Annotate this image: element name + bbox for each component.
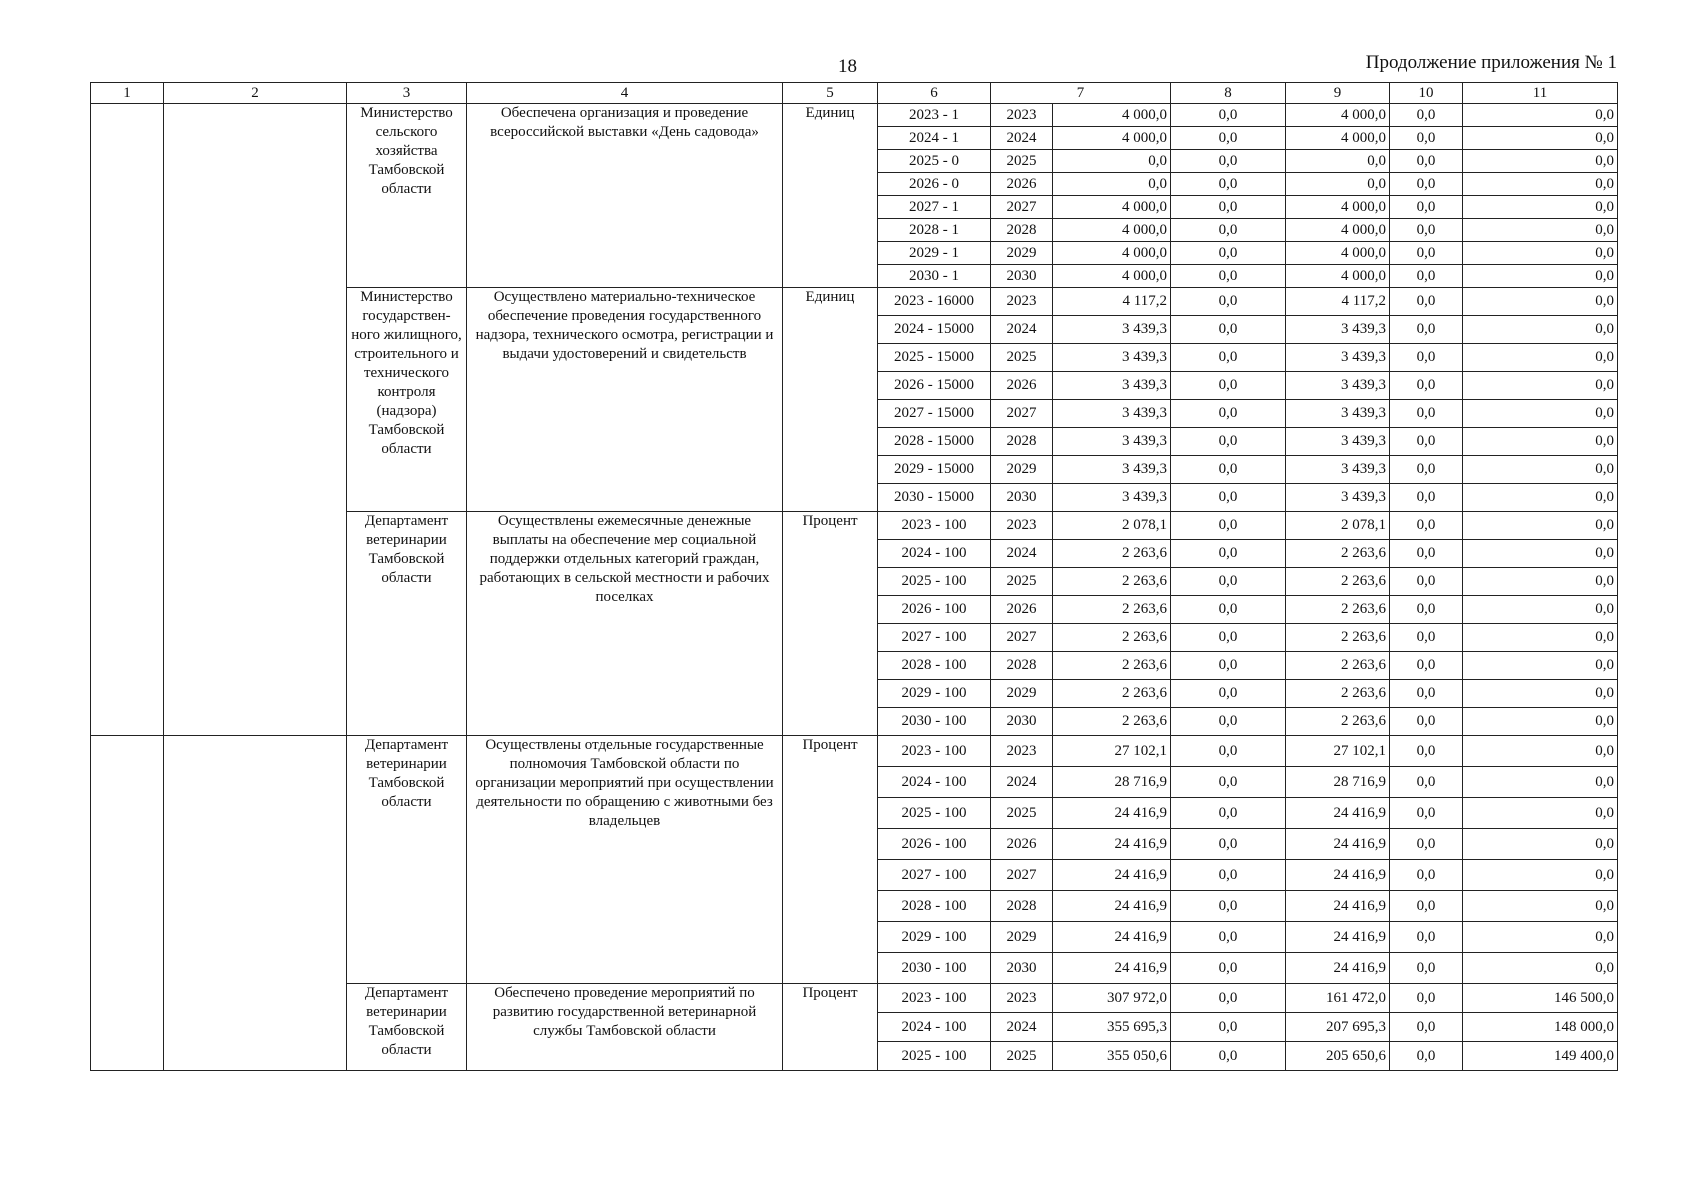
other-amount: 0,0 xyxy=(1463,596,1618,624)
year: 2023 xyxy=(991,104,1053,127)
year: 2025 xyxy=(991,150,1053,173)
total-amount: 355 050,6 xyxy=(1053,1042,1171,1071)
local-amount: 0,0 xyxy=(1390,624,1463,652)
local-amount: 0,0 xyxy=(1390,953,1463,984)
indicator-value: 2029 - 15000 xyxy=(878,456,991,484)
other-amount: 0,0 xyxy=(1463,512,1618,540)
indicator-value: 2028 - 1 xyxy=(878,219,991,242)
responsible-org: Департамент ветеринарии Тамбовской области xyxy=(347,512,467,736)
other-amount: 0,0 xyxy=(1463,372,1618,400)
federal-amount: 0,0 xyxy=(1171,984,1286,1013)
responsible-org: Департамент ветеринарии Тамбовской области xyxy=(347,736,467,984)
total-amount: 24 416,9 xyxy=(1053,798,1171,829)
unit-of-measure: Единиц xyxy=(783,288,878,512)
local-amount: 0,0 xyxy=(1390,265,1463,288)
federal-amount: 0,0 xyxy=(1171,652,1286,680)
other-amount: 0,0 xyxy=(1463,265,1618,288)
other-amount: 0,0 xyxy=(1463,652,1618,680)
local-amount: 0,0 xyxy=(1390,219,1463,242)
local-amount: 0,0 xyxy=(1390,484,1463,512)
continuation-caption: Продолжение приложения № 1 xyxy=(1365,52,1617,73)
regional-amount: 2 263,6 xyxy=(1286,540,1390,568)
regional-amount: 0,0 xyxy=(1286,173,1390,196)
total-amount: 24 416,9 xyxy=(1053,953,1171,984)
other-amount: 146 500,0 xyxy=(1463,984,1618,1013)
federal-amount: 0,0 xyxy=(1171,596,1286,624)
total-amount: 2 263,6 xyxy=(1053,708,1171,736)
indicator-value: 2024 - 100 xyxy=(878,1013,991,1042)
regional-amount: 3 439,3 xyxy=(1286,316,1390,344)
year: 2023 xyxy=(991,736,1053,767)
total-amount: 3 439,3 xyxy=(1053,372,1171,400)
indicator-value: 2025 - 100 xyxy=(878,1042,991,1071)
other-amount: 0,0 xyxy=(1463,196,1618,219)
year: 2025 xyxy=(991,568,1053,596)
total-amount: 28 716,9 xyxy=(1053,767,1171,798)
total-amount: 24 416,9 xyxy=(1053,829,1171,860)
local-amount: 0,0 xyxy=(1390,680,1463,708)
indicator-value: 2025 - 0 xyxy=(878,150,991,173)
other-amount: 0,0 xyxy=(1463,891,1618,922)
other-amount: 0,0 xyxy=(1463,922,1618,953)
regional-amount: 24 416,9 xyxy=(1286,798,1390,829)
local-amount: 0,0 xyxy=(1390,104,1463,127)
regional-amount: 27 102,1 xyxy=(1286,736,1390,767)
other-amount: 0,0 xyxy=(1463,127,1618,150)
local-amount: 0,0 xyxy=(1390,196,1463,219)
total-amount: 3 439,3 xyxy=(1053,428,1171,456)
indicator-value: 2026 - 100 xyxy=(878,829,991,860)
local-amount: 0,0 xyxy=(1390,798,1463,829)
local-amount: 0,0 xyxy=(1390,173,1463,196)
regional-amount: 0,0 xyxy=(1286,150,1390,173)
total-amount: 3 439,3 xyxy=(1053,344,1171,372)
other-amount: 149 400,0 xyxy=(1463,1042,1618,1071)
federal-amount: 0,0 xyxy=(1171,265,1286,288)
col-header-4: 4 xyxy=(467,83,783,104)
indicator-value: 2023 - 16000 xyxy=(878,288,991,316)
federal-amount: 0,0 xyxy=(1171,127,1286,150)
col-header-1: 1 xyxy=(91,83,164,104)
federal-amount: 0,0 xyxy=(1171,512,1286,540)
total-amount: 3 439,3 xyxy=(1053,484,1171,512)
indicator-value: 2029 - 1 xyxy=(878,242,991,265)
federal-amount: 0,0 xyxy=(1171,150,1286,173)
other-amount: 0,0 xyxy=(1463,540,1618,568)
total-amount: 4 000,0 xyxy=(1053,242,1171,265)
total-amount: 27 102,1 xyxy=(1053,736,1171,767)
total-amount: 307 972,0 xyxy=(1053,984,1171,1013)
year: 2025 xyxy=(991,344,1053,372)
regional-amount: 2 263,6 xyxy=(1286,652,1390,680)
cell-col1-empty xyxy=(91,736,164,1071)
other-amount: 0,0 xyxy=(1463,829,1618,860)
local-amount: 0,0 xyxy=(1390,344,1463,372)
total-amount: 3 439,3 xyxy=(1053,400,1171,428)
unit-of-measure: Единиц xyxy=(783,104,878,288)
indicator-value: 2027 - 100 xyxy=(878,624,991,652)
year: 2026 xyxy=(991,829,1053,860)
local-amount: 0,0 xyxy=(1390,708,1463,736)
federal-amount: 0,0 xyxy=(1171,316,1286,344)
year: 2026 xyxy=(991,372,1053,400)
local-amount: 0,0 xyxy=(1390,568,1463,596)
year: 2027 xyxy=(991,196,1053,219)
year: 2030 xyxy=(991,484,1053,512)
regional-amount: 2 078,1 xyxy=(1286,512,1390,540)
local-amount: 0,0 xyxy=(1390,428,1463,456)
col-header-11: 11 xyxy=(1463,83,1618,104)
year: 2023 xyxy=(991,984,1053,1013)
year: 2028 xyxy=(991,652,1053,680)
local-amount: 0,0 xyxy=(1390,400,1463,428)
regional-amount: 24 416,9 xyxy=(1286,922,1390,953)
table-body xyxy=(91,104,1618,1071)
indicator-value: 2025 - 100 xyxy=(878,568,991,596)
federal-amount: 0,0 xyxy=(1171,288,1286,316)
total-amount: 4 000,0 xyxy=(1053,219,1171,242)
total-amount: 3 439,3 xyxy=(1053,456,1171,484)
year: 2026 xyxy=(991,173,1053,196)
regional-amount: 4 000,0 xyxy=(1286,196,1390,219)
federal-amount: 0,0 xyxy=(1171,104,1286,127)
regional-amount: 4 000,0 xyxy=(1286,127,1390,150)
local-amount: 0,0 xyxy=(1390,891,1463,922)
total-amount: 2 078,1 xyxy=(1053,512,1171,540)
regional-amount: 24 416,9 xyxy=(1286,860,1390,891)
result-description: Осуществлено материально-техническое обеспечение проведения государственного надзора, технического осмотра, регистрации и выдачи удостоверений и свидетельств xyxy=(467,288,783,512)
indicator-value: 2030 - 1 xyxy=(878,265,991,288)
regional-amount: 2 263,6 xyxy=(1286,568,1390,596)
indicator-value: 2023 - 100 xyxy=(878,736,991,767)
responsible-org: Министерство сельского хозяйства Тамбовской области xyxy=(347,104,467,288)
year: 2027 xyxy=(991,860,1053,891)
local-amount: 0,0 xyxy=(1390,767,1463,798)
federal-amount: 0,0 xyxy=(1171,219,1286,242)
cell-col2-empty xyxy=(164,736,347,1071)
total-amount: 2 263,6 xyxy=(1053,568,1171,596)
other-amount: 0,0 xyxy=(1463,219,1618,242)
col-header-3: 3 xyxy=(347,83,467,104)
federal-amount: 0,0 xyxy=(1171,736,1286,767)
federal-amount: 0,0 xyxy=(1171,953,1286,984)
other-amount: 0,0 xyxy=(1463,104,1618,127)
table-row xyxy=(91,736,1618,767)
col-header-2: 2 xyxy=(164,83,347,104)
regional-amount: 24 416,9 xyxy=(1286,829,1390,860)
year: 2029 xyxy=(991,242,1053,265)
federal-amount: 0,0 xyxy=(1171,708,1286,736)
local-amount: 0,0 xyxy=(1390,316,1463,344)
local-amount: 0,0 xyxy=(1390,372,1463,400)
regional-amount: 3 439,3 xyxy=(1286,428,1390,456)
unit-of-measure: Процент xyxy=(783,736,878,984)
federal-amount: 0,0 xyxy=(1171,456,1286,484)
unit-of-measure: Процент xyxy=(783,984,878,1071)
total-amount: 0,0 xyxy=(1053,173,1171,196)
total-amount: 4 000,0 xyxy=(1053,196,1171,219)
federal-amount: 0,0 xyxy=(1171,891,1286,922)
total-amount: 24 416,9 xyxy=(1053,860,1171,891)
total-amount: 24 416,9 xyxy=(1053,922,1171,953)
federal-amount: 0,0 xyxy=(1171,624,1286,652)
col-header-9: 9 xyxy=(1286,83,1390,104)
indicator-value: 2030 - 100 xyxy=(878,953,991,984)
year: 2026 xyxy=(991,596,1053,624)
unit-of-measure: Процент xyxy=(783,512,878,736)
other-amount: 0,0 xyxy=(1463,767,1618,798)
budget-table xyxy=(90,82,1618,1071)
regional-amount: 2 263,6 xyxy=(1286,596,1390,624)
cell-col1-empty xyxy=(91,104,164,736)
indicator-value: 2028 - 100 xyxy=(878,652,991,680)
federal-amount: 0,0 xyxy=(1171,484,1286,512)
regional-amount: 161 472,0 xyxy=(1286,984,1390,1013)
other-amount: 0,0 xyxy=(1463,428,1618,456)
local-amount: 0,0 xyxy=(1390,984,1463,1013)
year: 2024 xyxy=(991,127,1053,150)
regional-amount: 2 263,6 xyxy=(1286,624,1390,652)
regional-amount: 4 000,0 xyxy=(1286,242,1390,265)
total-amount: 0,0 xyxy=(1053,150,1171,173)
year: 2029 xyxy=(991,922,1053,953)
year: 2027 xyxy=(991,400,1053,428)
indicator-value: 2023 - 100 xyxy=(878,512,991,540)
regional-amount: 4 000,0 xyxy=(1286,265,1390,288)
federal-amount: 0,0 xyxy=(1171,829,1286,860)
other-amount: 0,0 xyxy=(1463,736,1618,767)
indicator-value: 2030 - 100 xyxy=(878,708,991,736)
federal-amount: 0,0 xyxy=(1171,922,1286,953)
year: 2025 xyxy=(991,798,1053,829)
local-amount: 0,0 xyxy=(1390,242,1463,265)
local-amount: 0,0 xyxy=(1390,288,1463,316)
other-amount: 0,0 xyxy=(1463,953,1618,984)
result-description: Осуществлены отдельные государственные полномочия Тамбовской области по организации мероприятий при осуществлении деятельности по обращению с животными без владельцев xyxy=(467,736,783,984)
year: 2024 xyxy=(991,1013,1053,1042)
result-description: Осуществлены ежемесячные денежные выплаты на обеспечение мер социальной поддержки отдельных категорий граждан, работающих в сельской местности и рабочих поселках xyxy=(467,512,783,736)
indicator-value: 2027 - 1 xyxy=(878,196,991,219)
federal-amount: 0,0 xyxy=(1171,568,1286,596)
indicator-value: 2024 - 100 xyxy=(878,767,991,798)
column-number-row xyxy=(91,83,1618,104)
responsible-org: Департамент ветеринарии Тамбовской области xyxy=(347,984,467,1071)
year: 2024 xyxy=(991,316,1053,344)
local-amount: 0,0 xyxy=(1390,829,1463,860)
indicator-value: 2023 - 100 xyxy=(878,984,991,1013)
year: 2028 xyxy=(991,219,1053,242)
local-amount: 0,0 xyxy=(1390,736,1463,767)
year: 2030 xyxy=(991,265,1053,288)
local-amount: 0,0 xyxy=(1390,1013,1463,1042)
other-amount: 0,0 xyxy=(1463,344,1618,372)
regional-amount: 4 000,0 xyxy=(1286,104,1390,127)
year: 2025 xyxy=(991,1042,1053,1071)
total-amount: 2 263,6 xyxy=(1053,540,1171,568)
other-amount: 0,0 xyxy=(1463,173,1618,196)
regional-amount: 28 716,9 xyxy=(1286,767,1390,798)
regional-amount: 3 439,3 xyxy=(1286,484,1390,512)
total-amount: 2 263,6 xyxy=(1053,680,1171,708)
year: 2029 xyxy=(991,680,1053,708)
result-description: Обеспечена организация и проведение всероссийской выставки «День садовода» xyxy=(467,104,783,288)
table-row xyxy=(91,104,1618,127)
year: 2023 xyxy=(991,288,1053,316)
col-header-7: 7 xyxy=(991,83,1171,104)
federal-amount: 0,0 xyxy=(1171,767,1286,798)
regional-amount: 2 263,6 xyxy=(1286,708,1390,736)
indicator-value: 2024 - 1 xyxy=(878,127,991,150)
federal-amount: 0,0 xyxy=(1171,540,1286,568)
cell-col2-empty xyxy=(164,104,347,736)
federal-amount: 0,0 xyxy=(1171,173,1286,196)
federal-amount: 0,0 xyxy=(1171,1013,1286,1042)
regional-amount: 4 117,2 xyxy=(1286,288,1390,316)
other-amount: 0,0 xyxy=(1463,316,1618,344)
total-amount: 4 000,0 xyxy=(1053,127,1171,150)
other-amount: 148 000,0 xyxy=(1463,1013,1618,1042)
total-amount: 24 416,9 xyxy=(1053,891,1171,922)
year: 2023 xyxy=(991,512,1053,540)
indicator-value: 2025 - 15000 xyxy=(878,344,991,372)
year: 2024 xyxy=(991,767,1053,798)
local-amount: 0,0 xyxy=(1390,127,1463,150)
indicator-value: 2028 - 100 xyxy=(878,891,991,922)
federal-amount: 0,0 xyxy=(1171,798,1286,829)
regional-amount: 207 695,3 xyxy=(1286,1013,1390,1042)
year: 2028 xyxy=(991,891,1053,922)
other-amount: 0,0 xyxy=(1463,798,1618,829)
federal-amount: 0,0 xyxy=(1171,680,1286,708)
other-amount: 0,0 xyxy=(1463,860,1618,891)
regional-amount: 3 439,3 xyxy=(1286,400,1390,428)
other-amount: 0,0 xyxy=(1463,708,1618,736)
other-amount: 0,0 xyxy=(1463,484,1618,512)
federal-amount: 0,0 xyxy=(1171,344,1286,372)
federal-amount: 0,0 xyxy=(1171,860,1286,891)
other-amount: 0,0 xyxy=(1463,150,1618,173)
regional-amount: 4 000,0 xyxy=(1286,219,1390,242)
year: 2029 xyxy=(991,456,1053,484)
regional-amount: 205 650,6 xyxy=(1286,1042,1390,1071)
indicator-value: 2026 - 0 xyxy=(878,173,991,196)
regional-amount: 24 416,9 xyxy=(1286,891,1390,922)
page-number: 18 xyxy=(838,56,857,77)
indicator-value: 2026 - 15000 xyxy=(878,372,991,400)
indicator-value: 2029 - 100 xyxy=(878,922,991,953)
indicator-value: 2027 - 15000 xyxy=(878,400,991,428)
col-header-8: 8 xyxy=(1171,83,1286,104)
regional-amount: 3 439,3 xyxy=(1286,372,1390,400)
other-amount: 0,0 xyxy=(1463,288,1618,316)
local-amount: 0,0 xyxy=(1390,456,1463,484)
federal-amount: 0,0 xyxy=(1171,242,1286,265)
year: 2030 xyxy=(991,953,1053,984)
total-amount: 2 263,6 xyxy=(1053,652,1171,680)
result-description: Обеспечено проведение мероприятий по развитию государственной ветеринарной службы Тамбовской области xyxy=(467,984,783,1071)
col-header-6: 6 xyxy=(878,83,991,104)
indicator-value: 2029 - 100 xyxy=(878,680,991,708)
federal-amount: 0,0 xyxy=(1171,196,1286,219)
other-amount: 0,0 xyxy=(1463,456,1618,484)
local-amount: 0,0 xyxy=(1390,922,1463,953)
indicator-value: 2024 - 15000 xyxy=(878,316,991,344)
indicator-value: 2025 - 100 xyxy=(878,798,991,829)
col-header-5: 5 xyxy=(783,83,878,104)
local-amount: 0,0 xyxy=(1390,1042,1463,1071)
col-header-10: 10 xyxy=(1390,83,1463,104)
regional-amount: 3 439,3 xyxy=(1286,456,1390,484)
indicator-value: 2024 - 100 xyxy=(878,540,991,568)
indicator-value: 2028 - 15000 xyxy=(878,428,991,456)
other-amount: 0,0 xyxy=(1463,568,1618,596)
regional-amount: 2 263,6 xyxy=(1286,680,1390,708)
total-amount: 4 000,0 xyxy=(1053,104,1171,127)
total-amount: 4 117,2 xyxy=(1053,288,1171,316)
other-amount: 0,0 xyxy=(1463,680,1618,708)
federal-amount: 0,0 xyxy=(1171,428,1286,456)
total-amount: 2 263,6 xyxy=(1053,624,1171,652)
local-amount: 0,0 xyxy=(1390,652,1463,680)
regional-amount: 24 416,9 xyxy=(1286,953,1390,984)
indicator-value: 2026 - 100 xyxy=(878,596,991,624)
other-amount: 0,0 xyxy=(1463,624,1618,652)
other-amount: 0,0 xyxy=(1463,242,1618,265)
local-amount: 0,0 xyxy=(1390,860,1463,891)
total-amount: 4 000,0 xyxy=(1053,265,1171,288)
indicator-value: 2030 - 15000 xyxy=(878,484,991,512)
other-amount: 0,0 xyxy=(1463,400,1618,428)
year: 2028 xyxy=(991,428,1053,456)
federal-amount: 0,0 xyxy=(1171,372,1286,400)
regional-amount: 3 439,3 xyxy=(1286,344,1390,372)
local-amount: 0,0 xyxy=(1390,540,1463,568)
total-amount: 3 439,3 xyxy=(1053,316,1171,344)
local-amount: 0,0 xyxy=(1390,512,1463,540)
indicator-value: 2027 - 100 xyxy=(878,860,991,891)
total-amount: 2 263,6 xyxy=(1053,596,1171,624)
year: 2027 xyxy=(991,624,1053,652)
year: 2024 xyxy=(991,540,1053,568)
federal-amount: 0,0 xyxy=(1171,400,1286,428)
indicator-value: 2023 - 1 xyxy=(878,104,991,127)
local-amount: 0,0 xyxy=(1390,596,1463,624)
local-amount: 0,0 xyxy=(1390,150,1463,173)
total-amount: 355 695,3 xyxy=(1053,1013,1171,1042)
responsible-org: Министерство государствен-ного жилищного, строительного и технического контроля (надзора) Тамбовской области xyxy=(347,288,467,512)
year: 2030 xyxy=(991,708,1053,736)
federal-amount: 0,0 xyxy=(1171,1042,1286,1071)
